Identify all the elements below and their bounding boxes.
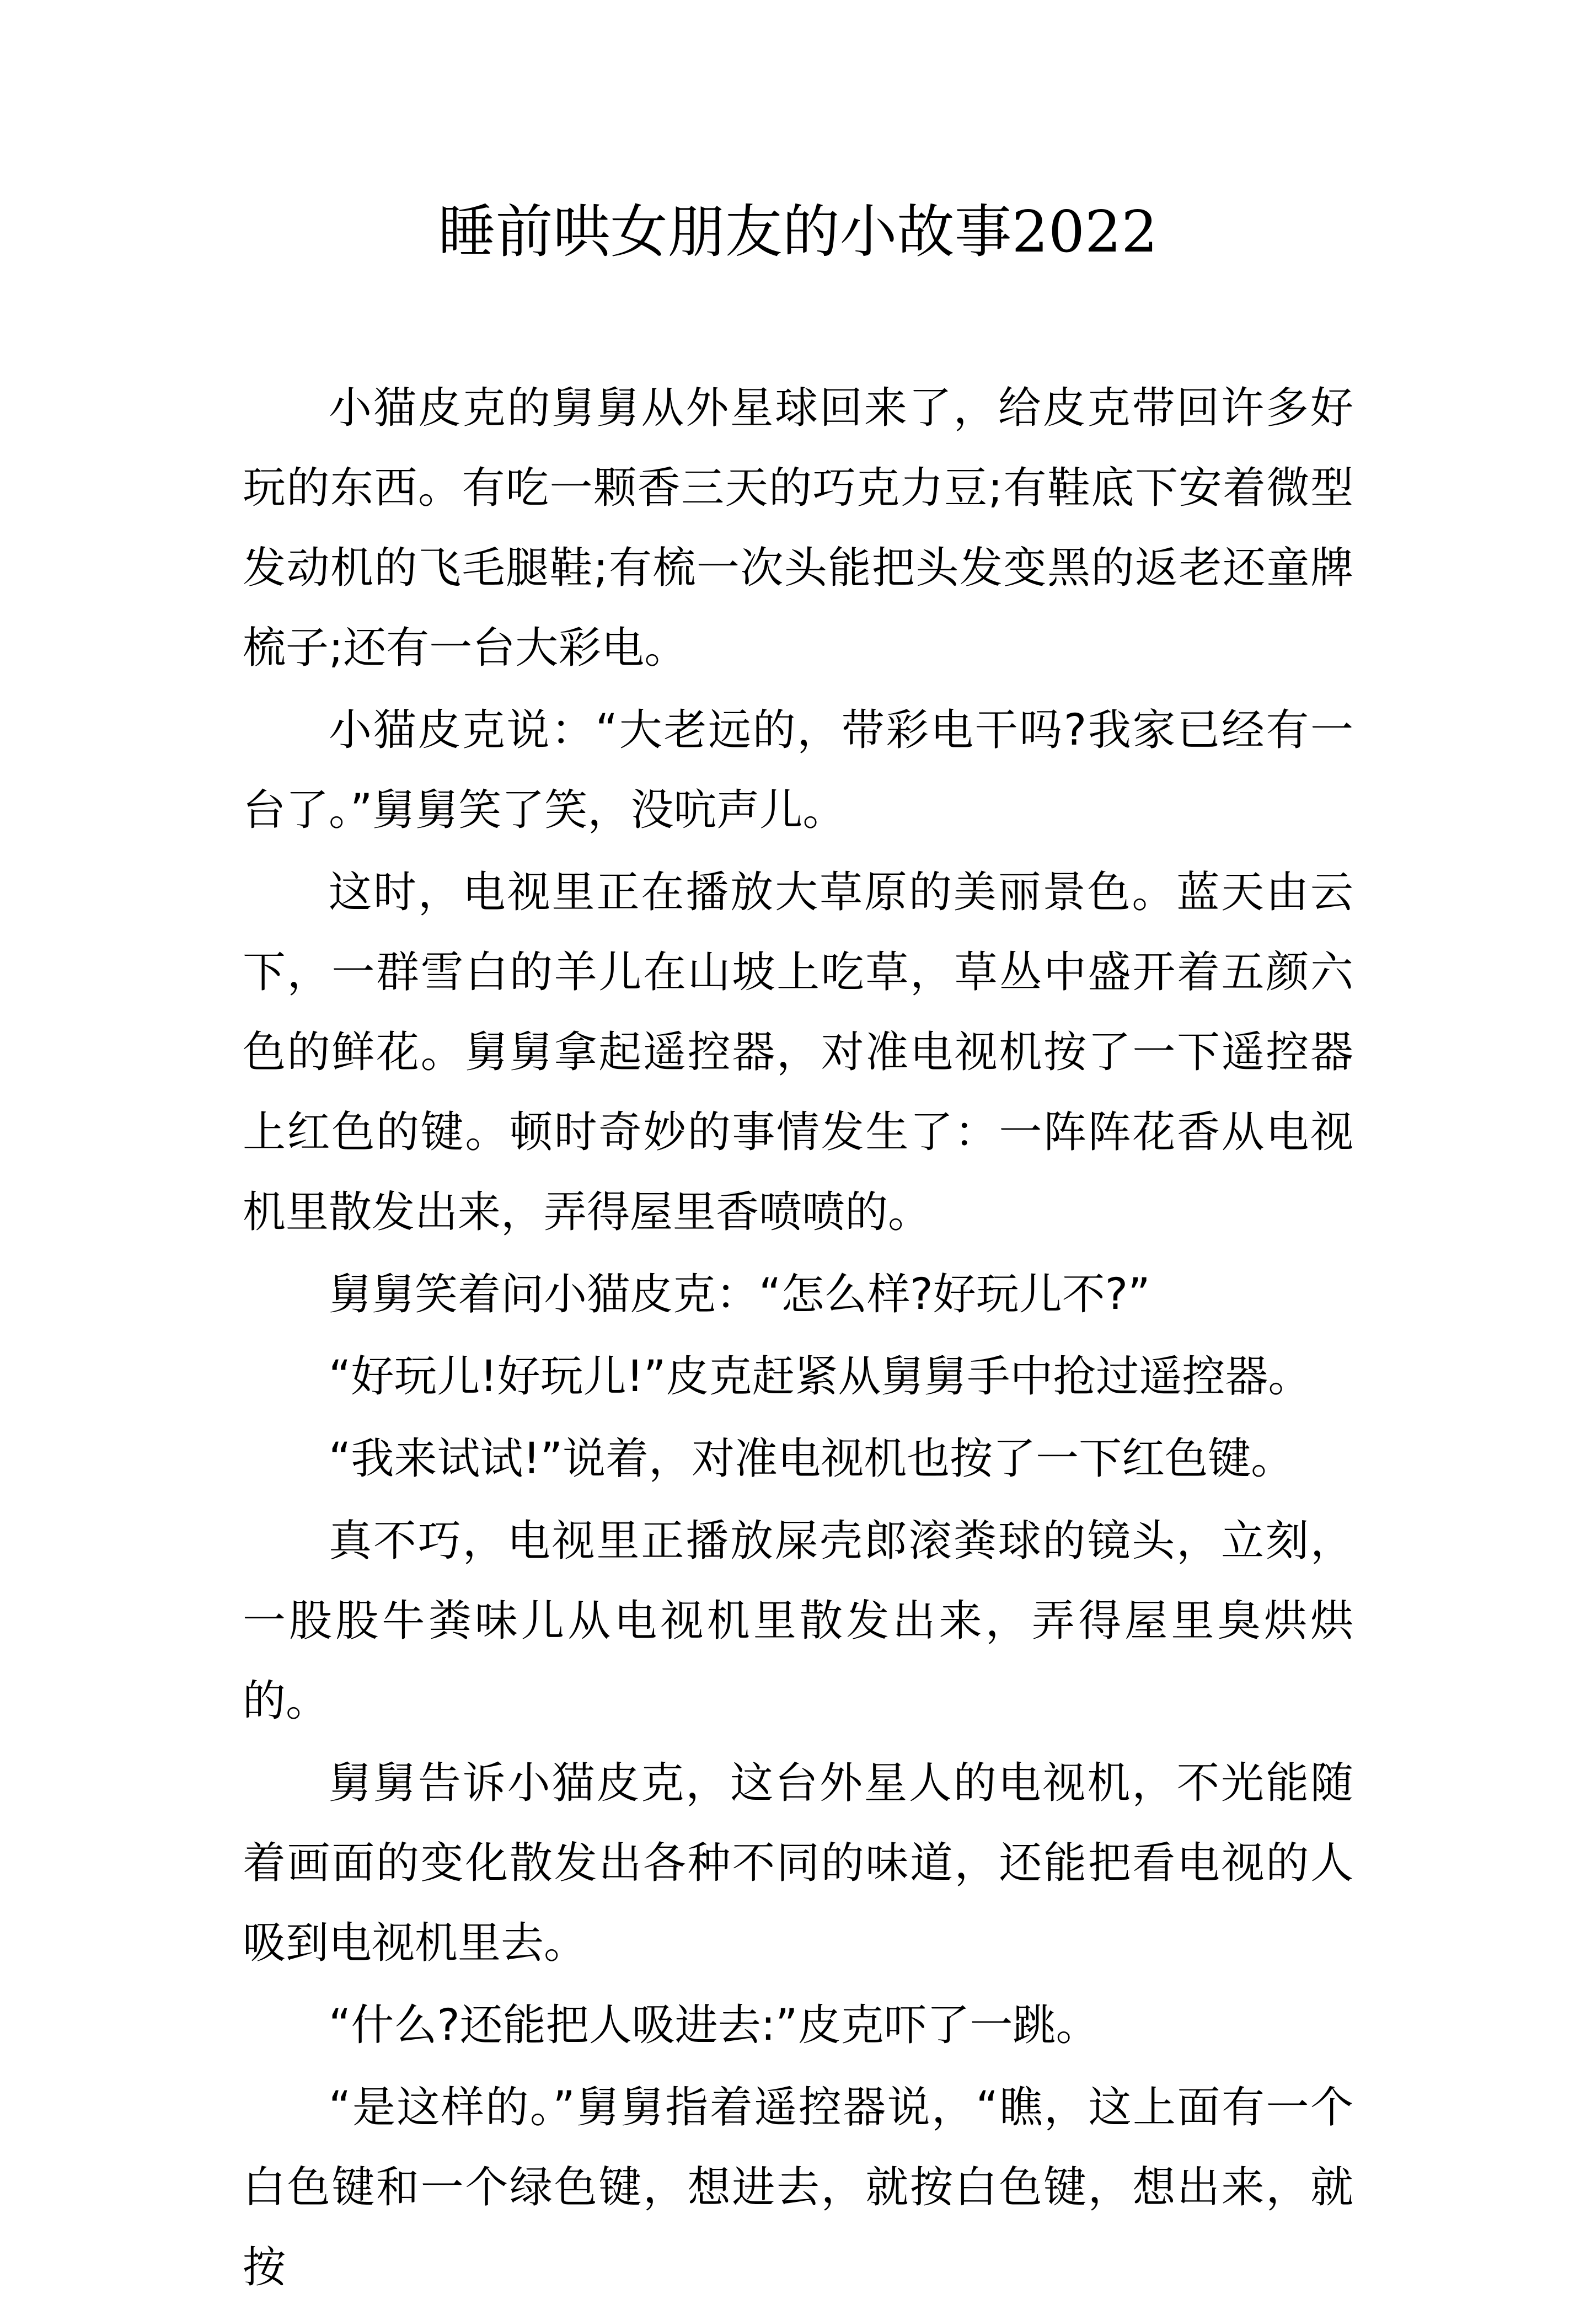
paragraph: “好玩儿!好玩儿!”皮克赶紧从舅舅手中抢过遥控器。 bbox=[329, 1352, 1311, 1402]
paragraph: 小猫皮克说：“大老远的，带彩电干吗?我家已经有一台了。”舅舅笑了笑，没吭声儿。 bbox=[243, 705, 1353, 835]
paragraph: 舅舅笑着问小猫皮克：“怎么样?好玩儿不?” bbox=[329, 1270, 1150, 1319]
paragraph: “什么?还能把人吸进去:”皮克吓了一跳。 bbox=[329, 2001, 1099, 2050]
paragraph: “我来试试!”说着，对准电视机也按了一下红色键。 bbox=[329, 1434, 1294, 1484]
document-body bbox=[243, 368, 1353, 2310]
paragraph: “是这样的。”舅舅指着遥控器说，“瞧，这上面有一个白色键和一个绿色键，想进去，就按白色键，想出来，就按 bbox=[243, 2083, 1353, 2292]
paragraph: 这时，电视里正在播放大草原的美丽景色。蓝天由云下，一群雪白的羊儿在山坡上吃草，草丛中盛开着五颜六色的鲜花。舅舅拿起遥控器，对准电视机按了一下遥控器上红色的键。顿时奇妙的事情发生了：一阵阵花香从电视机里散发出来，弄得屋里香喷喷的。 bbox=[243, 868, 1353, 1237]
paragraph: 舅舅告诉小猫皮克，这台外星人的电视机，不光能随着画面的变化散发出各种不同的味道，还能把看电视的人吸到电视机里去。 bbox=[243, 1758, 1353, 1968]
document-title: 睡前哄女朋友的小故事2022 bbox=[438, 198, 1158, 265]
paragraph: 小猫皮克的舅舅从外星球回来了，给皮克带回许多好玩的东西。有吃一颗香三天的巧克力豆;有鞋底下安着微型发动机的飞毛腿鞋;有梳一次头能把头发变黑的返老还童牌梳子;还有一台大彩电。 bbox=[243, 383, 1353, 673]
paragraph: 真不巧，电视里正播放屎壳郎滚粪球的镜头，立刻，一股股牛粪味儿从电视机里散发出来，弄得屋里臭烘烘的。 bbox=[243, 1516, 1353, 1726]
